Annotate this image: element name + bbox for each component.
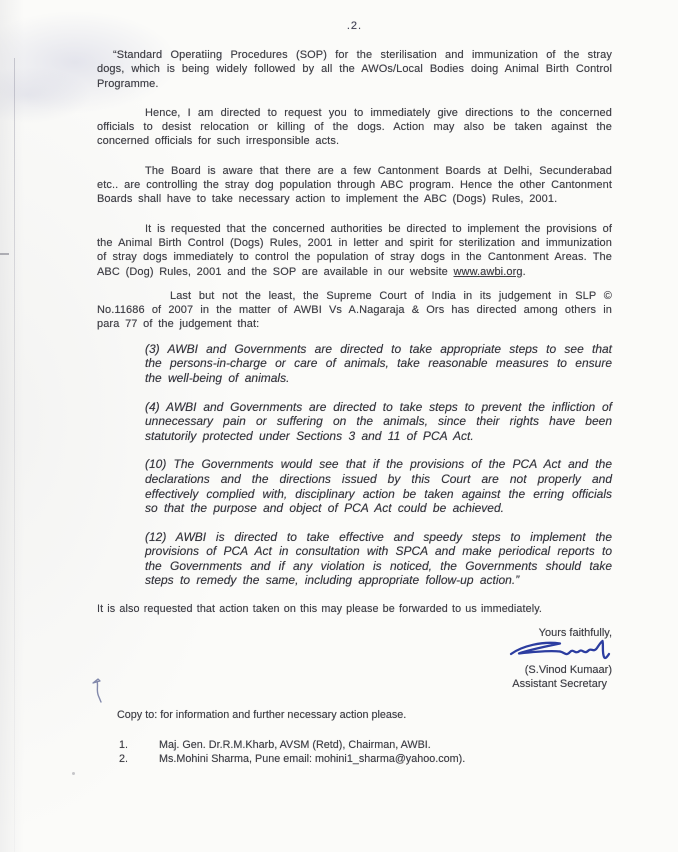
signature-block — [452, 626, 612, 692]
copy-item-2 — [119, 752, 612, 766]
paragraph-cantonment-boards: The Board is aware that there are a few Cantonment Boards at Delhi, Secunderabad etc.. are controlling the stray dog population through ABC program. Hence the other Cantonment Boards shall have to take necessary action to implement the ABC (Dogs) Rules, 2001. — [97, 164, 612, 206]
signatory-name: (S.Vinod Kumaar) — [524, 663, 612, 676]
valediction: Yours faithfully, — [538, 627, 612, 640]
copy-to-section — [97, 708, 612, 767]
copy-item-number: 2. — [119, 753, 129, 766]
paragraph-supreme-court: Last but not the least, the Supreme Court of India in its judgement in SLP © No.11686 of 2007 in the matter of AWBI Vs A.Nagaraja & Ors has directed among others in para 77 of the judgement that: — [97, 289, 612, 331]
paragraph-abc-rules-period: . — [522, 265, 526, 278]
copy-to-heading: Copy to: for information and further necessary action please. — [117, 708, 407, 721]
quote-paragraph-12: (12) AWBI is directed to take effective and speedy steps to implement the provisions of PCA Act in consultation with SPCA and make periodical reports to the Governments and if any violation is noticed, the Governments should take steps to remedy the same, including appropriate follow-up action.” — [145, 529, 612, 588]
copy-item-number: 1. — [119, 739, 129, 752]
signatory-title: Assistant Secretary — [512, 678, 607, 691]
paragraph-directions-request: Hence, I am directed to request you to immediately give directions to the concerned officials to desist relocation or killing of the dogs. Action may also be taken against the concerned officials for such irresponsible acts. — [97, 106, 612, 148]
paragraph-sop: “Standard Operatiing Procedures (SOP) for the sterilisation and immunization of the stray dogs, which is being widely followed by all the AWOs/Local Bodies doing Animal Birth Control Programme. — [97, 49, 612, 90]
paragraph-action-taken-request: It is also requested that action taken on this may please be forwarded to us immediately. — [97, 603, 543, 616]
copy-item-text: Ms.Mohini Sharma, Pune email: mohini1_sharma@yahoo.com). — [159, 753, 466, 766]
paragraph-abc-rules — [97, 222, 612, 279]
copy-to-list — [97, 738, 612, 767]
copy-item-text: Maj. Gen. Dr.R.M.Kharb, AVSM (Retd), Chairman, AWBI. — [159, 739, 431, 752]
website-link: www.awbi.org — [453, 265, 523, 278]
copy-item-1 — [119, 738, 612, 752]
scan-speck — [72, 772, 75, 775]
quote-paragraph-4: (4) AWBI and Governments are directed to take steps to prevent the infliction of unnecessary pain or suffering on the animals, since their rights have been statutorily protected under Sections 3 and 11 of PCA Act. — [145, 399, 612, 443]
quote-paragraph-10: (10) The Governments would see that if the provisions of the PCA Act and the declarations and the directions issued by this Court are not properly and effectively complied with, disciplinary action be taken against the erring officials so that the purpose and object of PCA Act could be achieved. — [145, 457, 612, 516]
paragraph-abc-rules-text: It is requested that the concerned authorities be directed to implement the provisions of the Animal Birth Control (Dogs) Rules, 2001 in letter and spirit for sterilization and immunization of stray dogs immediately to control the population of stray dogs in the Cantonment Areas. The ABC (Dog) Rules, 2001 and the SOP are available in our website — [97, 222, 612, 278]
quote-paragraph-3: (3) AWBI and Governments are directed to take appropriate steps to see that the persons-in-charge or care of animals, take reasonable measures to ensure the well-being of animals. — [145, 341, 612, 385]
page-number: .2. — [346, 20, 363, 32]
